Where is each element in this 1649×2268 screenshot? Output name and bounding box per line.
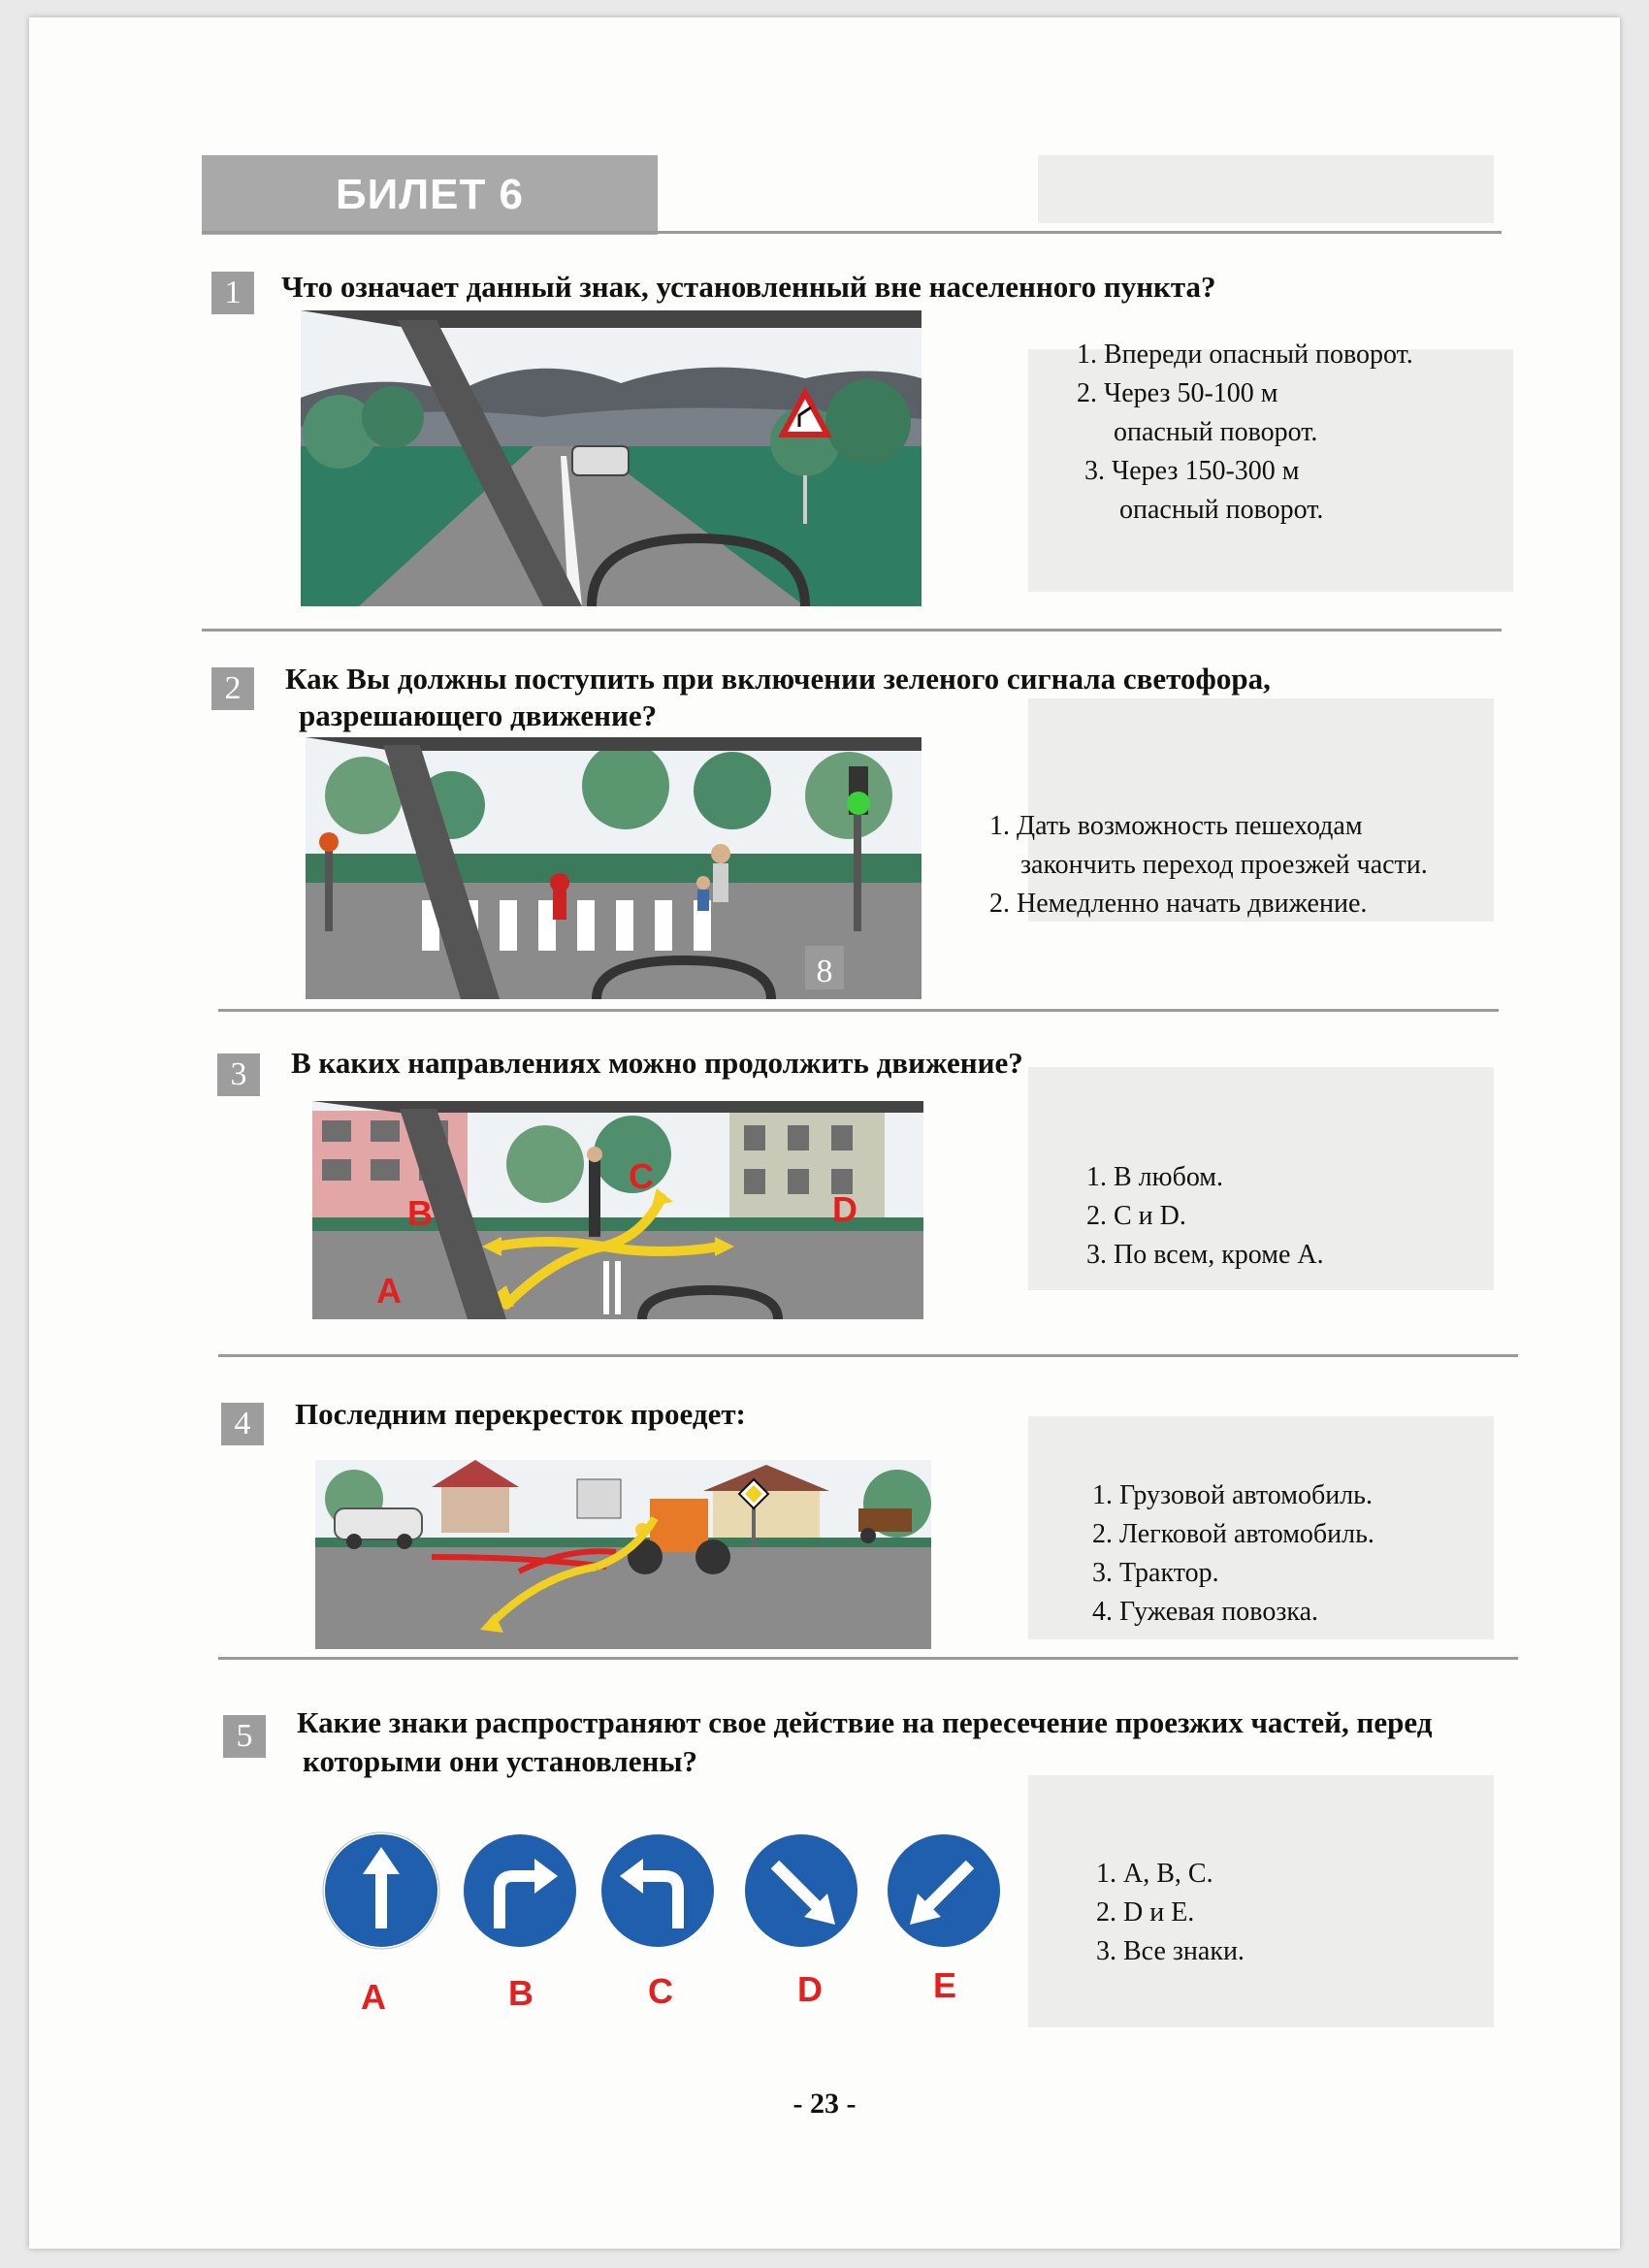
answer-5-1[interactable]: 1. А, В, С. xyxy=(1096,1859,1213,1889)
answer-3-3[interactable]: 3. По всем, кроме А. xyxy=(1086,1240,1324,1270)
divider xyxy=(202,629,1502,632)
answer-1-3-cont: опасный поворот. xyxy=(1119,495,1324,525)
question-5-answers xyxy=(1096,1855,1245,1971)
answer-2-1-cont: закончить переход проезжей части. xyxy=(1020,850,1428,880)
sign-d xyxy=(740,1830,862,1952)
question-3-number: 3 xyxy=(217,1053,260,1096)
divider xyxy=(218,1354,1518,1357)
answer-2-1[interactable]: 1. Дать возможность пешеходам xyxy=(989,811,1363,841)
direction-label-d: D xyxy=(832,1189,857,1229)
question-2-text-line2: разрешающего движение? xyxy=(299,698,658,732)
answer-3-2[interactable]: 2. С и D. xyxy=(1086,1201,1186,1231)
question-1-illustration xyxy=(301,310,922,606)
question-5-text-line1: Какие знаки распространяют свое действие на пересечение проезжих частей, перед xyxy=(297,1705,1433,1739)
divider xyxy=(218,1009,1499,1012)
question-1-text: Что означает данный знак, установленный вне населенного пункта? xyxy=(281,270,1216,304)
question-1-number: 1 xyxy=(211,272,254,314)
answer-1-2-cont: опасный поворот. xyxy=(1114,417,1318,447)
sign-a xyxy=(320,1830,442,1952)
answer-4-2[interactable]: 2. Легковой автомобиль. xyxy=(1092,1519,1374,1549)
answer-1-2[interactable]: 2. Через 50-100 м xyxy=(1077,378,1278,408)
question-2-answers xyxy=(989,807,1428,923)
question-5-number: 5 xyxy=(223,1715,266,1758)
sign-label-a: A xyxy=(361,1977,386,2017)
question-2-number: 2 xyxy=(211,667,254,710)
answer-3-1[interactable]: 1. В любом. xyxy=(1086,1162,1223,1192)
question-5-text-line2: которыми они установлены? xyxy=(303,1744,698,1778)
direction-label-b: B xyxy=(407,1193,433,1233)
image-number: 8 xyxy=(816,954,833,989)
sign-label-b: B xyxy=(508,1973,534,2013)
answer-2-2[interactable]: 2. Немедленно начать движение. xyxy=(989,889,1368,919)
ticket-title: БИЛЕТ 6 xyxy=(202,155,658,235)
sign-c xyxy=(597,1830,719,1952)
sign-label-e: E xyxy=(933,1965,957,2005)
question-4-illustration xyxy=(315,1460,931,1649)
question-3-answers xyxy=(1086,1158,1324,1275)
sign-b xyxy=(459,1830,581,1952)
answer-1-3[interactable]: 3. Через 150-300 м xyxy=(1084,456,1300,486)
answer-4-1[interactable]: 1. Грузовой автомобиль. xyxy=(1092,1480,1373,1510)
question-1-answers xyxy=(1077,336,1413,530)
page-number: - 23 - xyxy=(792,2088,857,2120)
direction-label-c: C xyxy=(629,1156,654,1196)
sign-e xyxy=(883,1830,1005,1952)
sign-label-d: D xyxy=(797,1969,823,2009)
answer-1-1[interactable]: 1. Впереди опасный поворот. xyxy=(1077,340,1413,370)
answer-4-4[interactable]: 4. Гужевая повозка. xyxy=(1092,1597,1318,1627)
sign-label-c: C xyxy=(648,1971,673,2011)
question-4-answers xyxy=(1092,1476,1374,1632)
answer-5-2[interactable]: 2. D и Е. xyxy=(1096,1897,1195,1928)
divider xyxy=(218,1657,1518,1660)
question-2-text-line1: Как Вы должны поступить при включении зеленого сигнала светофора, xyxy=(285,662,1271,696)
question-4-text: Последним перекресток проедет: xyxy=(295,1397,746,1431)
question-2-illustration xyxy=(306,737,922,999)
question-4-number: 4 xyxy=(221,1403,264,1445)
question-3-text: В каких направлениях можно продолжить движение? xyxy=(291,1046,1023,1080)
divider xyxy=(202,231,1502,234)
answer-4-3[interactable]: 3. Трактор. xyxy=(1092,1558,1219,1588)
direction-label-a: A xyxy=(376,1271,402,1311)
bleed-through-block xyxy=(1038,155,1494,223)
answer-5-3[interactable]: 3. Все знаки. xyxy=(1096,1936,1245,1966)
